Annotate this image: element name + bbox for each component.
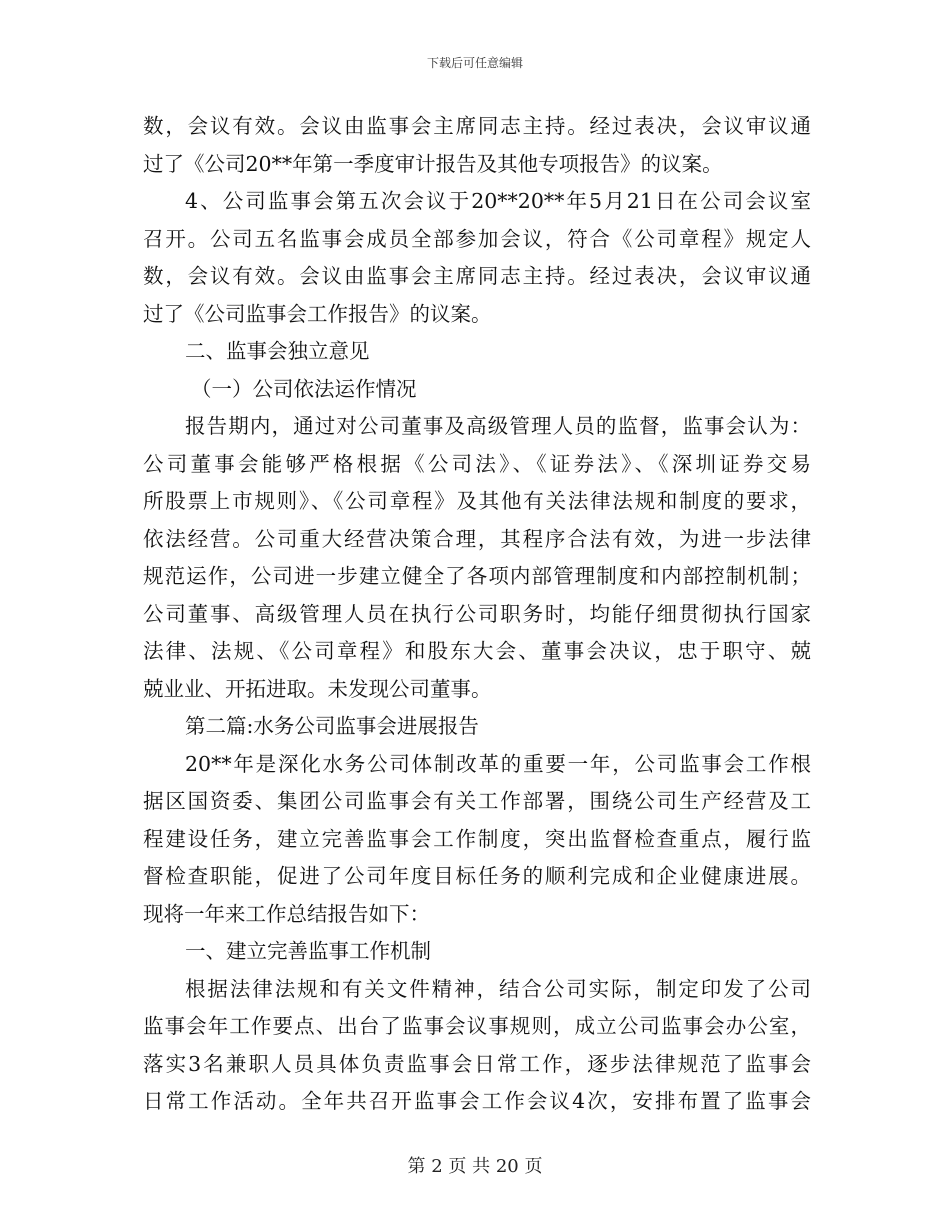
text-line: 4、公司监事会第五次会议于20**20**年5月21日在公司会议室 (185, 189, 811, 213)
text-line: 督检查职能，促进了公司年度目标任务的顺利完成和企业健康进展。 (143, 864, 811, 888)
text-line: 所股票上市规则》、《公司章程》及其他有关法律法规和制度的要求， (143, 489, 811, 513)
text-line: 依法经营。公司重大经营决策合理，其程序合法有效，为进一步法律 (143, 526, 811, 551)
text-line: 二、监事会独立意见 (185, 339, 370, 363)
page-header: 下载后可任意编辑 (426, 56, 523, 70)
text-line: （一）公司依法运作情况 (191, 376, 417, 401)
text-line: 兢业业、开拓进取。未发现公司董事。 (143, 676, 492, 701)
text-line: 落实3名兼职人员具体负责监事会日常工作，逐步法律规范了监事会 (143, 1051, 811, 1076)
text-line: 日常工作活动。全年共召开监事会工作会议4次，安排布置了监事会 (143, 1089, 811, 1113)
text-line: 据区国资委、集团公司监事会有关工作部署，围绕公司生产经营及工 (143, 789, 811, 813)
text-line: 20**年是深化水务公司体制改革的重要一年，公司监事会工作根 (185, 751, 811, 776)
text-line: 法律、法规、《公司章程》和股东大会、董事会决议，忠于职守、兢 (143, 639, 811, 663)
text-line: 监事会年工作要点、出台了监事会议事规则，成立公司监事会办公室， (143, 1014, 811, 1038)
page-footer: 第 2 页 共 20 页 (407, 1156, 543, 1177)
text-line: 过了《公司监事会工作报告》的议案。 (143, 301, 492, 326)
text-line: 现将一年来工作总结报告如下： (143, 901, 430, 926)
text-line: 第二篇:水务公司监事会进展报告 (185, 714, 479, 738)
text-line: 公司董事会能够严格根据《公司法》、《证券法》、《深圳证券交易 (143, 451, 811, 476)
text-line: 一、建立完善监事工作机制 (185, 939, 431, 963)
text-line: 召开。公司五名监事会成员全部参加会议，符合《公司章程》规定人 (143, 226, 811, 251)
text-line: 数，会议有效。会议由监事会主席同志主持。经过表决，会议审议通 (143, 264, 811, 288)
text-line: 数，会议有效。会议由监事会主席同志主持。经过表决，会议审议通 (143, 114, 811, 138)
text-line: 过了《公司20**年第一季度审计报告及其他专项报告》的议案。 (143, 151, 723, 176)
document-body (143, 108, 811, 1121)
text-line: 根据法律法规和有关文件精神，结合公司实际，制定印发了公司 (185, 976, 811, 1001)
text-line: 规范运作，公司进一步建立健全了各项内部管理制度和内部控制机制； (143, 564, 811, 588)
text-line: 公司董事、高级管理人员在执行公司职务时，均能仔细贯彻执行国家 (143, 601, 811, 626)
text-line: 程建设任务，建立完善监事会工作制度，突出监督检查重点，履行监 (143, 826, 811, 851)
text-line: 报告期内，通过对公司董事及高级管理人员的监督，监事会认为： (185, 414, 811, 438)
